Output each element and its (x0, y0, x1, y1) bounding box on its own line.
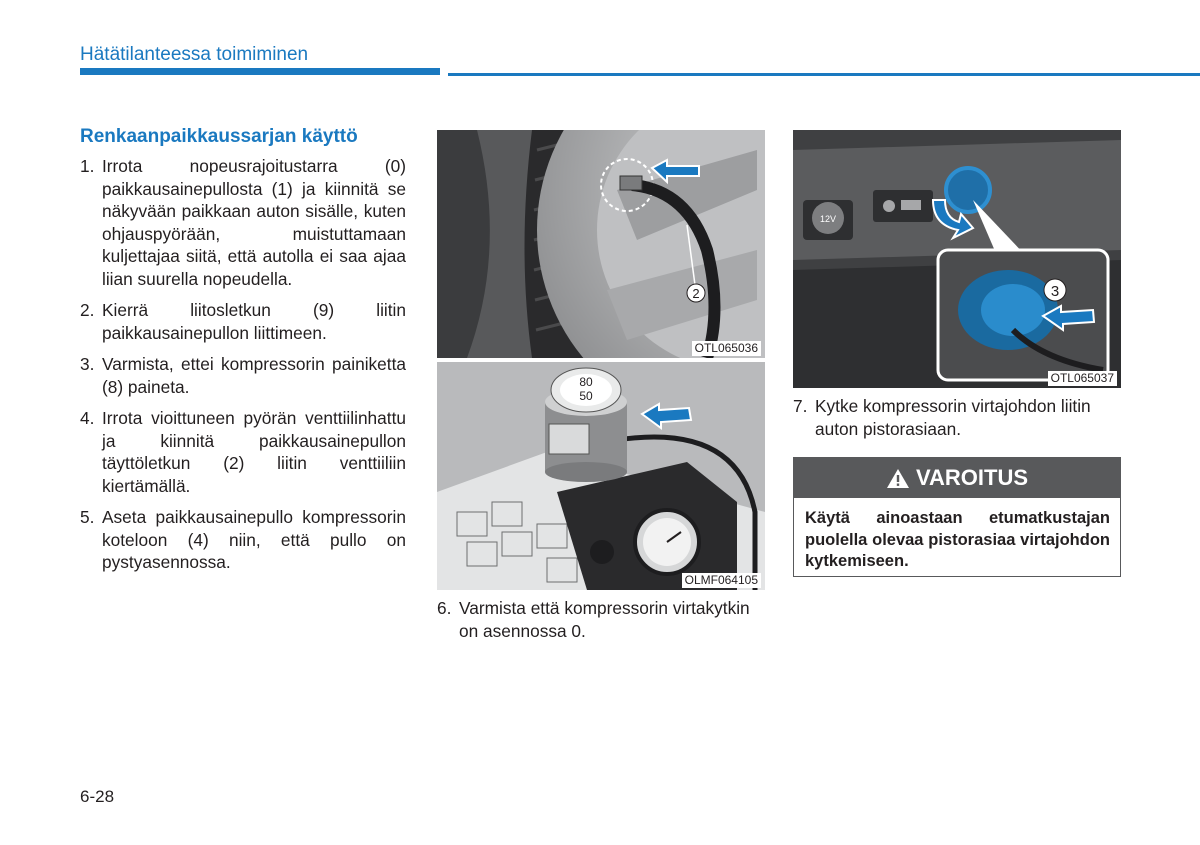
warning-title: VAROITUS (915, 465, 1029, 490)
warning-header (794, 458, 1120, 498)
step-text: Aseta paikkausainepullo kompressorin koteloon (4) niin, että pullo on pystyasennossa. (102, 507, 406, 572)
figure-code: OTL065037 (1048, 371, 1117, 386)
header-rule-thick (80, 68, 440, 75)
step-item (80, 353, 406, 398)
step-item (80, 506, 406, 574)
figure-code: OLMF064105 (682, 573, 761, 588)
gauge-label-bottom: 50 (579, 389, 593, 403)
step-item (80, 299, 406, 344)
compressor-illustration (437, 362, 765, 590)
step-text: Kytke kompressorin virtajohdon liitin auton pistorasiaan. (815, 396, 1091, 439)
step-number: 5. (80, 507, 95, 527)
step-7-caption (793, 395, 1121, 440)
step-number: 2. (80, 300, 95, 320)
callout-number: 3 (1050, 283, 1060, 300)
steps-list (80, 155, 406, 583)
page-number: 6-28 (80, 787, 115, 806)
header-rule-thin (448, 73, 1200, 76)
step-text: Irrota vioittuneen pyörän venttiilinhattu ja kiinnitä paikkausainepullon täyttöletkun (2) liitin venttiiliin kiertämällä. (102, 408, 406, 496)
running-header: Hätätilanteessa toimiminen (80, 44, 309, 65)
figure-valve-hose (437, 130, 765, 358)
step-number: 1. (80, 156, 95, 176)
step-text: Kierrä liitosletkun (9) liitin paikkausainepullon liittimeen. (102, 300, 406, 343)
figure-compressor (437, 362, 765, 590)
step-item (80, 407, 406, 497)
warning-text: Käytä ainoastaan etumatkustajan puolella olevaa pistorasiaa virtajohdon kytkemiseen. (805, 509, 1110, 570)
figure-power-socket (793, 130, 1121, 388)
step-text: Varmista että kompressorin virtakytkin on asennossa 0. (459, 598, 750, 641)
section-title: Renkaanpaikkaussarjan käyttö (80, 126, 358, 147)
step-6-caption (437, 597, 765, 642)
step-number: 4. (80, 408, 95, 428)
warning-triangle-icon (886, 468, 910, 489)
callout-number: 2 (692, 286, 700, 301)
valve-hose-illustration (437, 130, 765, 358)
figure-code: OTL065036 (692, 341, 761, 356)
step-text: Varmista, ettei kompressorin painiketta (8) paineta. (102, 354, 406, 397)
step-number: 3. (80, 354, 95, 374)
step-text: Irrota nopeusrajoitustarra (0) paikkausainepullosta (1) ja kiinnitä se näkyvään paikkaan auton sisälle, kuten ohjauspyörään, muistuttamaan kuljettajaa siitä, että autolla ei saa ajaa liian suurella nopeudella. (102, 156, 406, 289)
socket-label-left: 12V (819, 214, 837, 224)
power-socket-illustration (793, 130, 1121, 388)
step-number: 6. (437, 598, 452, 618)
step-number: 7. (793, 396, 808, 416)
step-item (80, 155, 406, 290)
gauge-label-top: 80 (579, 375, 593, 389)
